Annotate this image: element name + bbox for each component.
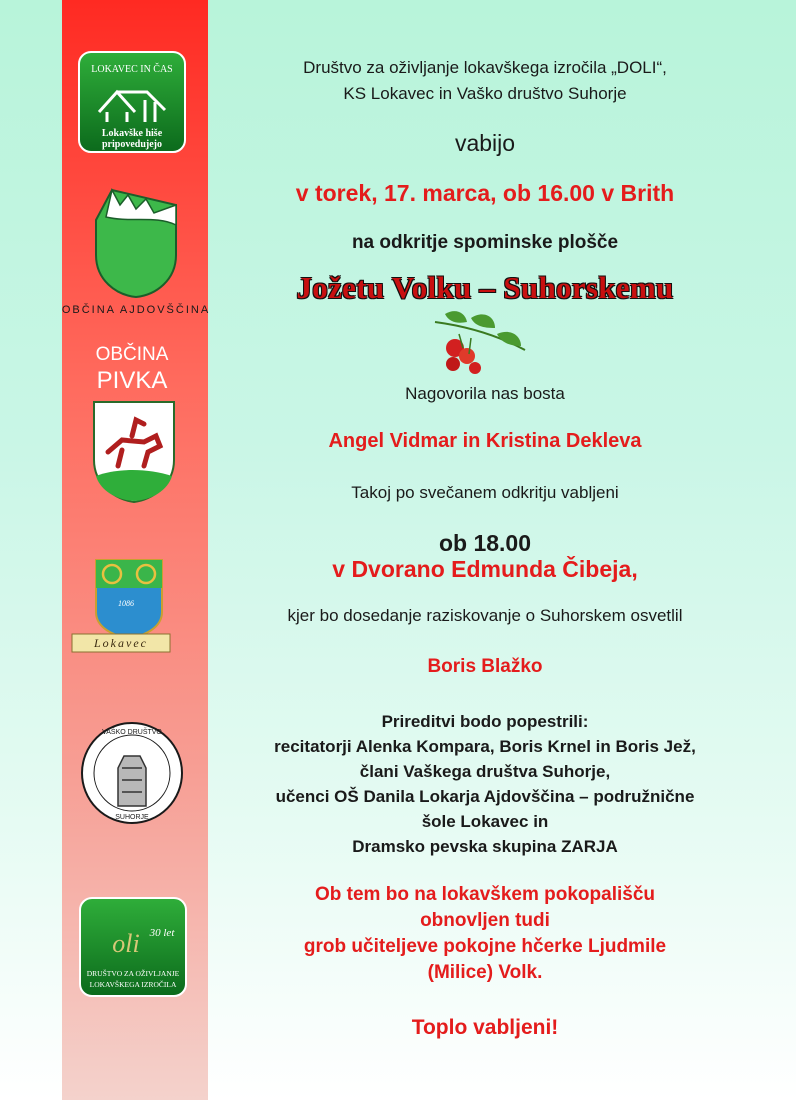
logo-pivka-line2: PIVKA — [96, 367, 168, 394]
grave-line-4: (Milice) Volk. — [427, 962, 543, 983]
grave-line-3: grob učiteljeve pokojne hčerke Ljudmile — [303, 936, 667, 957]
doli-mark: oli — [112, 929, 140, 958]
program-line-4: učenci OŠ Danila Lokarja Ajdovščina – podružnične — [275, 787, 695, 806]
lokavec-crest-logo — [66, 556, 176, 656]
program-line-5: šole Lokavec in — [421, 812, 549, 831]
green-hill — [96, 470, 172, 501]
grave-line-1: Ob tem bo na lokavškem pokopališču — [315, 884, 655, 905]
crest-year: 1086 — [118, 599, 134, 608]
second-time: ob 18.00 — [438, 530, 532, 556]
flower-branch-icon — [425, 304, 535, 380]
obcina-ajdovscina-logo — [61, 185, 211, 320]
vasko-bottom-text: SUHORJE — [115, 814, 149, 821]
program-line-1: Prireditvi bodo popestrili: — [381, 712, 589, 731]
doli-30-let-logo — [78, 896, 188, 998]
organizers-line-1: Društvo za oživljanje lokavškega izročila „DOLI“, — [303, 58, 667, 77]
research-line: kjer bo dosedanje raziskovanje o Suhorskem osvetlil — [287, 606, 683, 625]
logo-lokavec-top: LOKAVEC IN ČAS — [91, 64, 173, 75]
date-line: v torek, 17. marca, ob 16.00 v Brith — [295, 180, 675, 206]
researcher-name: Boris Blažko — [427, 656, 543, 677]
doli-years: 30 let — [149, 927, 175, 939]
obcina-pivka-logo — [82, 340, 182, 506]
vasko-top-text: VAŠKO DRUŠTVO — [102, 729, 162, 736]
logo-ajdovscina-arc: OBČINA AJDOVŠČINA — [61, 304, 211, 316]
after-intro: Takoj po svečanem odkritju vabljeni — [351, 483, 619, 502]
program-line-6: Dramsko pevska skupina ZARJA — [352, 837, 618, 856]
doli-line2: LOKAVŠKEGA IZROČILA — [89, 980, 177, 989]
invitation-content — [215, 0, 755, 1100]
vasko-drustvo-logo — [80, 718, 184, 828]
lokavec-in-cas-logo — [77, 50, 187, 154]
closing-line: Toplo vabljeni! — [411, 1016, 559, 1039]
doli-line1: DRUŠTVO ZA OŽIVLJANJE — [86, 969, 180, 978]
speakers-names: Angel Vidmar in Kristina Dekleva — [328, 430, 642, 452]
program-line-3: člani Vaškega društva Suhorje, — [359, 762, 611, 781]
crest-ribbon-text: Lokavec — [94, 636, 148, 650]
invite-word: vabijo — [454, 130, 516, 156]
venue-line: v Dvorano Edmunda Čibeja, — [332, 556, 638, 582]
organizers-line-2: KS Lokavec in Vaško društvo Suhorje — [343, 84, 627, 103]
program-line-2: recitatorji Alenka Kompara, Boris Krnel in Boris Jež, — [274, 737, 696, 756]
logo-lokavec-bottom2: pripovedujejo — [102, 139, 162, 150]
logo-pivka-line1: OBČINA — [95, 344, 169, 365]
monument-icon — [118, 756, 146, 806]
honoree-title: Jožetu Volku – Suhorskemu — [296, 270, 674, 305]
occasion-line: na odkritje spominske plošče — [351, 232, 619, 253]
logo-lokavec-bottom1: Lokavške hiše — [101, 128, 163, 139]
speakers-intro: Nagovorila nas bosta — [405, 384, 565, 403]
grave-line-2: obnovljen tudi — [420, 910, 550, 931]
